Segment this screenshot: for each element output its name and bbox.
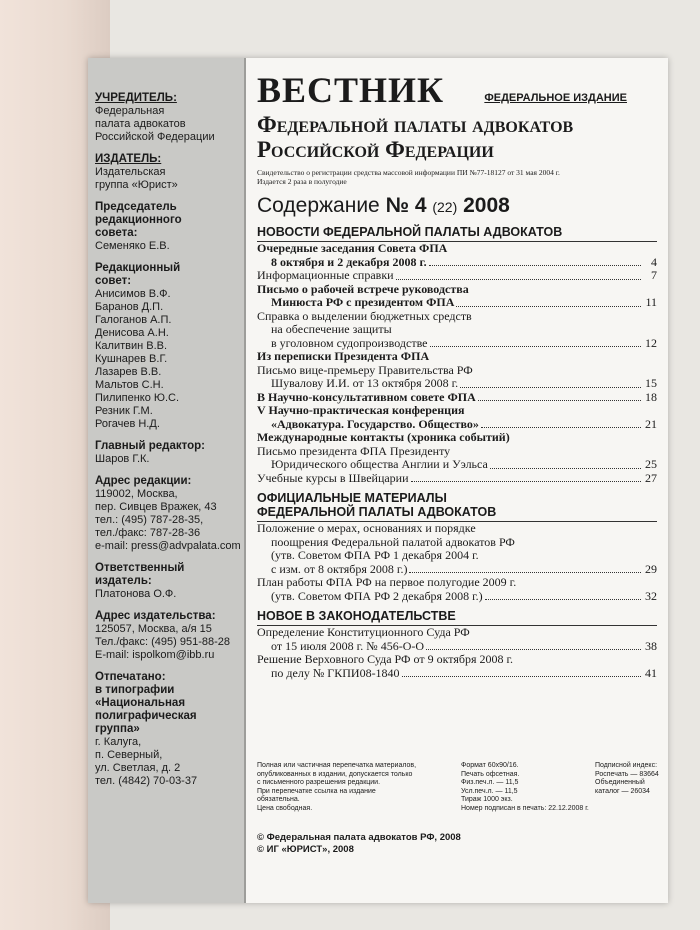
toc-page-number: 21 bbox=[645, 416, 657, 431]
toc-entry-text: Письмо вице-премьеру Правительства РФ bbox=[257, 362, 473, 377]
masthead-section bbox=[95, 610, 244, 662]
toc-entry[interactable] bbox=[257, 431, 657, 445]
masthead-body: Шаров Г.К. bbox=[95, 453, 150, 465]
masthead-heading: ИЗДАТЕЛЬ: bbox=[95, 153, 162, 165]
toc-entry-text: Решение Верховного Суда РФ от 9 октября 2008 г. bbox=[257, 652, 514, 666]
toc-entry-text: Письмо о рабочей встрече руководства bbox=[257, 281, 469, 296]
imprint-print-details: Формат 60х90/16. Печать офсетная. Физ.печ.л. — 11,5 Усл.печ.л. — 11,5 Тираж 1000 экз. Номер подписан в печать: 22.12.2008 г. bbox=[461, 762, 589, 812]
toc-page-number: 32 bbox=[645, 588, 657, 603]
issue-number: № 4 bbox=[385, 194, 427, 217]
masthead-heading: Ответственный издатель: bbox=[95, 562, 185, 587]
toc-page-number: 12 bbox=[645, 335, 657, 350]
toc-entry[interactable] bbox=[257, 391, 657, 405]
masthead-heading: Председатель редакционного совета: bbox=[95, 201, 182, 239]
table-of-contents bbox=[257, 222, 657, 680]
toc-page-number: 7 bbox=[651, 268, 657, 282]
masthead-body: Семеняко Е.В. bbox=[95, 240, 170, 252]
masthead-body: Анисимов В.Ф. Баранов Д.П. Галоганов А.П. Денисова А.Н. Калитвин В.В. Кушнарев В.Г. Лазарев В.В. Мальтов С.Н. Пилипенко Ю.С. Резник Г.М. Рогачев Н.Д. bbox=[95, 288, 180, 430]
masthead-section bbox=[95, 201, 244, 253]
dot-leader bbox=[478, 391, 641, 402]
masthead-heading: Адрес издательства: bbox=[95, 610, 216, 622]
toc-entry[interactable] bbox=[257, 283, 657, 310]
contents-heading bbox=[257, 194, 657, 219]
toc-entry[interactable] bbox=[257, 404, 657, 431]
toc-entry[interactable] bbox=[257, 350, 657, 364]
toc-page-number: 41 bbox=[645, 665, 657, 680]
toc-entry-text: Международные контакты (хроника событий) bbox=[257, 430, 510, 444]
toc-entry-text: Юридического общества Англии и Уэльса bbox=[271, 457, 488, 471]
copyright bbox=[257, 832, 461, 856]
masthead-heading: УЧРЕДИТЕЛЬ: bbox=[95, 92, 177, 104]
toc-entry[interactable] bbox=[257, 445, 657, 472]
dot-leader bbox=[456, 296, 641, 307]
toc-entry-text: на обеспечение защиты bbox=[271, 322, 392, 336]
masthead-heading: Главный редактор: bbox=[95, 440, 205, 452]
toc-entry-text: Положение о мерах, основаниях и порядке bbox=[257, 521, 476, 535]
section-title: ОФИЦИАЛЬНЫЕ МАТЕРИАЛЫ ФЕДЕРАЛЬНОЙ ПАЛАТЫ АДВОКАТОВ bbox=[257, 488, 657, 522]
toc-entry-text: В Научно-консультативном совете ФПА bbox=[257, 389, 476, 404]
toc-entry-text: Информационные справки bbox=[257, 268, 394, 282]
toc-entry-text: поощрения Федеральной палатой адвокатов РФ bbox=[271, 534, 515, 549]
contents-word: Содержание bbox=[257, 194, 380, 217]
masthead-heading: Отпечатано: в типографии «Национальная полиграфическая группа» bbox=[95, 671, 197, 735]
masthead-section bbox=[95, 671, 244, 788]
toc-entry[interactable] bbox=[257, 242, 657, 269]
sidebar-masthead bbox=[88, 58, 246, 903]
toc-page-number: 18 bbox=[645, 389, 657, 404]
toc-entry[interactable] bbox=[257, 310, 657, 351]
toc-entry-text: Очередные заседания Совета ФПА bbox=[257, 241, 448, 255]
toc-entry[interactable] bbox=[257, 653, 657, 680]
copyright-line: © Федеральная палата адвокатов РФ, 2008 bbox=[257, 832, 461, 843]
toc-entry-text: по делу № ГКПИ08-1840 bbox=[271, 665, 400, 680]
toc-entry-text: (утв. Советом ФПА РФ 1 декабря 2004 г. bbox=[271, 548, 479, 562]
toc-entry-text: 8 октября и 2 декабря 2008 г. bbox=[271, 254, 427, 269]
toc-entry[interactable] bbox=[257, 472, 657, 486]
section-title: НОВОЕ В ЗАКОНОДАТЕЛЬСТВЕ bbox=[257, 606, 657, 626]
toc-entry-text: Минюста РФ с президентом ФПА bbox=[271, 295, 455, 309]
federal-edition-label: ФЕДЕРАЛЬНОЕ ИЗДАНИЕ bbox=[484, 92, 627, 104]
toc-entry-text: Шувалову И.И. от 13 октября 2008 г. bbox=[271, 376, 459, 390]
masthead-body: Платонова О.Ф. bbox=[95, 588, 177, 600]
journal-subtitle: Федеральной палаты адвокатов Российской Федерации bbox=[257, 112, 574, 162]
issue-total-number: (22) bbox=[432, 199, 458, 215]
toc-entry[interactable] bbox=[257, 269, 657, 283]
toc-entry-text: Учебные курсы в Швейцарии bbox=[257, 470, 409, 485]
masthead-heading: Редакционный совет: bbox=[95, 262, 181, 287]
registration-info: Свидетельство о регистрации средства массовой информации ПИ №77-18127 от 31 мая 2004 г. Издается 2 раза в полугодие bbox=[257, 168, 560, 186]
toc-entry-text: с изм. от 8 октября 2008 г.) bbox=[271, 561, 408, 576]
toc-page-number: 27 bbox=[645, 470, 657, 485]
toc-page-number: 11 bbox=[645, 295, 657, 309]
toc-entry-text: Из переписки Президента ФПА bbox=[257, 349, 430, 363]
toc-entry[interactable] bbox=[257, 576, 657, 603]
issue-year: 2008 bbox=[463, 194, 510, 217]
toc-page-number: 29 bbox=[645, 561, 657, 576]
masthead-body: Издательская группа «Юрист» bbox=[95, 166, 178, 191]
masthead-section bbox=[95, 262, 244, 431]
masthead-body: Федеральная палата адвокатов Российской Федерации bbox=[95, 105, 215, 143]
masthead-section bbox=[95, 475, 244, 553]
masthead-body: 125057, Москва, а/я 15 Тел./факс: (495) 951-88-28 E-mail: ispolkom@ibb.ru bbox=[95, 623, 230, 661]
toc-entry-text: Определение Конституционного Суда РФ bbox=[257, 625, 470, 639]
toc-entry-text: «Адвокатура. Государство. Общество» bbox=[271, 416, 479, 431]
masthead-heading: Адрес редакции: bbox=[95, 475, 192, 487]
toc-entry[interactable] bbox=[257, 626, 657, 653]
masthead-section bbox=[95, 153, 244, 192]
dot-leader bbox=[460, 377, 641, 388]
toc-page-number: 15 bbox=[645, 376, 657, 390]
imprint-subscription: Подписной индекс: Роспечать — 83664 Объединенный каталог — 26034 bbox=[595, 762, 659, 795]
toc-entry-text: (утв. Советом ФПА РФ 2 декабря 2008 г.) bbox=[271, 588, 483, 603]
toc-entry[interactable] bbox=[257, 364, 657, 391]
toc-entry-text: от 15 июля 2008 г. № 456-О-О bbox=[271, 638, 425, 653]
toc-entry-text: Письмо президента ФПА Президенту bbox=[257, 443, 451, 458]
section-title: НОВОСТИ ФЕДЕРАЛЬНОЙ ПАЛАТЫ АДВОКАТОВ bbox=[257, 222, 657, 242]
imprint-rights: Полная или частичная перепечатка материалов, опубликованных в издании, допускается только с письменного разрешения редакции. При перепечатке ссылка на издание обязательна. Цена свободная. bbox=[257, 762, 417, 812]
dot-leader bbox=[481, 418, 641, 429]
dot-leader bbox=[411, 472, 641, 483]
journal-title: ВЕСТНИК bbox=[257, 70, 445, 110]
dot-leader bbox=[409, 563, 641, 574]
dot-leader bbox=[485, 590, 641, 601]
dot-leader bbox=[402, 667, 641, 678]
dot-leader bbox=[396, 269, 641, 280]
copyright-line: © ИГ «ЮРИСТ», 2008 bbox=[257, 844, 354, 855]
masthead-body: г. Калуга, п. Северный, ул. Светлая, д. 2 тел. (4842) 70-03-37 bbox=[95, 736, 198, 787]
dot-leader bbox=[429, 256, 641, 267]
toc-page-number: 25 bbox=[645, 457, 657, 471]
toc-entry[interactable] bbox=[257, 522, 657, 576]
toc-entry-text: в уголовном судопроизводстве bbox=[271, 335, 428, 350]
toc-page-number: 38 bbox=[645, 638, 657, 653]
toc-entry-text: План работы ФПА РФ на первое полугодие 2009 г. bbox=[257, 575, 517, 589]
main-content bbox=[257, 72, 657, 680]
toc-page-number: 4 bbox=[651, 254, 657, 269]
masthead-section bbox=[95, 562, 244, 601]
toc-entry-text: V Научно-практическая конференция bbox=[257, 403, 465, 417]
dot-leader bbox=[430, 337, 641, 348]
masthead-section bbox=[95, 440, 244, 466]
dot-leader bbox=[490, 458, 641, 469]
toc-entry-text: Справка о выделении бюджетных средств bbox=[257, 308, 472, 323]
dot-leader bbox=[426, 640, 641, 651]
masthead-section bbox=[95, 92, 244, 144]
masthead-body: 119002, Москва, пер. Сивцев Вражек, 43 тел.: (495) 787-28-35, тел./факс: 787-28-36 e-mail: press@advpalata.com bbox=[95, 488, 241, 552]
